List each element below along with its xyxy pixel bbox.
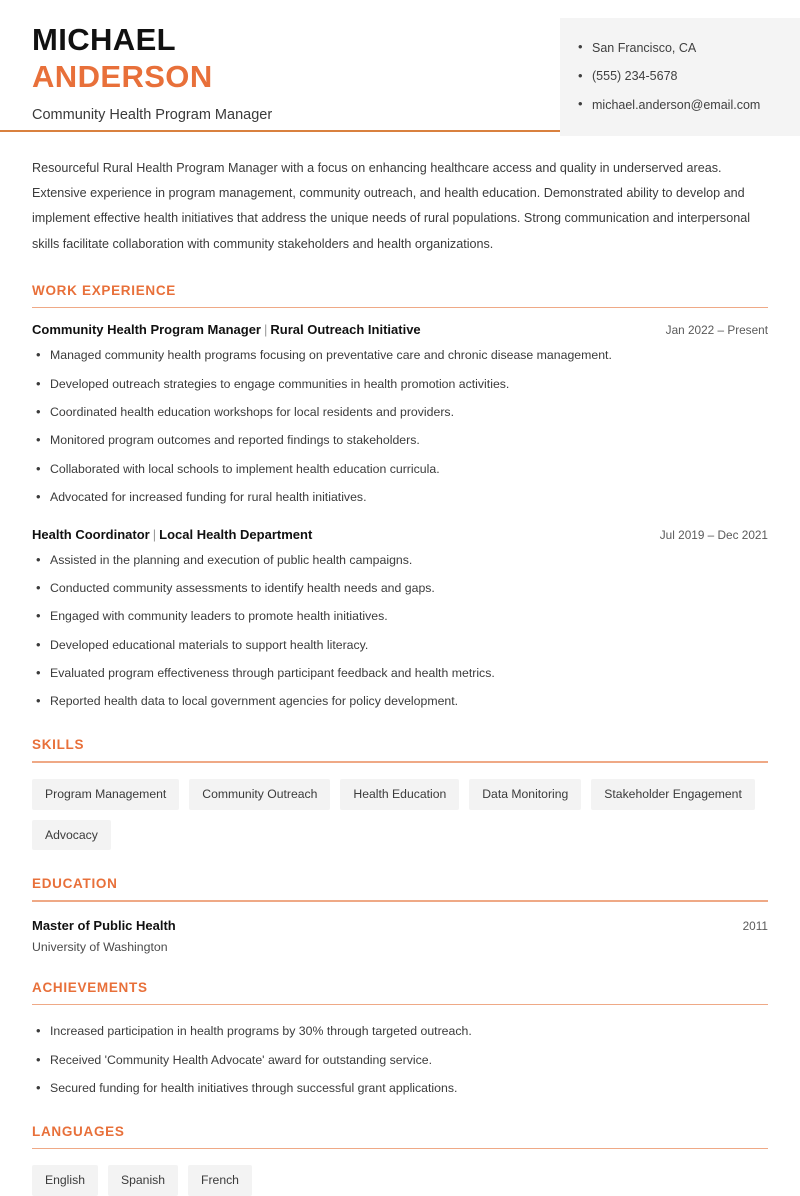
- first-name: MICHAEL: [32, 22, 177, 57]
- experience-entry: [32, 527, 768, 711]
- list-item: • Advocated for increased funding for rural health initiatives.: [32, 489, 768, 507]
- section-divider: [32, 307, 768, 309]
- section-divider: [32, 761, 768, 763]
- experience-date: Jan 2022 – Present: [665, 323, 768, 338]
- experience-title-line: [32, 322, 421, 337]
- experience-title-line: [32, 527, 312, 542]
- language-pill: English: [32, 1165, 98, 1196]
- skill-pill: Stakeholder Engagement: [591, 779, 755, 810]
- section-skills: [32, 737, 768, 850]
- education-degree: Master of Public Health: [32, 917, 176, 933]
- skills-pill-group: [32, 779, 768, 850]
- experience-bullets: [32, 552, 768, 711]
- list-item: • Secured funding for health initiatives through successful grant applications.: [32, 1080, 768, 1098]
- list-item: • Monitored program outcomes and reported findings to stakeholders.: [32, 432, 768, 450]
- contact-phone[interactable]: • (555) 234-5678: [578, 63, 786, 92]
- section-languages: [32, 1124, 768, 1196]
- section-title-achievements: ACHIEVEMENTS: [32, 979, 148, 995]
- section-title-education: EDUCATION: [32, 876, 118, 892]
- identity-block: [0, 0, 272, 123]
- list-item: • Collaborated with local schools to implement health education curricula.: [32, 461, 768, 479]
- last-name: ANDERSON: [32, 58, 213, 94]
- education-school: University of Washington: [32, 939, 168, 954]
- experience-entry: [32, 322, 768, 506]
- section-title-experience: WORK EXPERIENCE: [32, 282, 177, 298]
- title-separator: |: [264, 322, 268, 338]
- headline-job-title: Community Health Program Manager: [32, 107, 273, 124]
- skill-pill: Advocacy: [32, 820, 111, 851]
- contact-list: [578, 34, 786, 120]
- contact-box: [560, 18, 800, 136]
- language-pill: French: [188, 1165, 252, 1196]
- professional-summary: Resourceful Rural Health Program Manager with a focus on enhancing healthcare access and quality in underserved areas. Extensive experience in program management, community outreach, and health education. Demonstrated ability to develop and implement effective health initiatives that address the unique needs of rural populations. Strong communication and interpersonal skills facilitate collaboration with community stakeholders and health organizations.: [32, 161, 751, 251]
- list-item: • Developed educational materials to support health literacy.: [32, 637, 768, 655]
- skill-pill: Program Management: [32, 779, 179, 810]
- resume-body: [0, 156, 800, 1196]
- list-item: • Reported health data to local government agencies for policy development.: [32, 693, 768, 711]
- section-divider: [32, 1148, 768, 1150]
- section-achievements: [32, 980, 768, 1098]
- experience-role: Community Health Program Manager: [32, 322, 261, 338]
- resume-header: [0, 0, 800, 130]
- experience-entry-header: [32, 322, 768, 337]
- section-work-experience: [32, 283, 768, 712]
- list-item: • Assisted in the planning and execution of public health campaigns.: [32, 552, 768, 570]
- experience-entry-header: [32, 527, 768, 542]
- list-item: • Coordinated health education workshops for local residents and providers.: [32, 404, 768, 422]
- section-divider: [32, 1004, 768, 1006]
- achievements-bullets: [32, 1023, 768, 1097]
- section-title-skills: SKILLS: [32, 737, 85, 753]
- experience-role: Health Coordinator: [32, 526, 150, 542]
- education-entry: [32, 918, 768, 954]
- list-item: • Developed outreach strategies to engage communities in health promotion activities.: [32, 376, 768, 394]
- section-divider: [32, 900, 768, 902]
- education-entry-header: [32, 918, 768, 933]
- languages-pill-group: [32, 1165, 768, 1196]
- section-education: [32, 876, 768, 954]
- skill-pill: Health Education: [340, 779, 459, 810]
- section-title-languages: LANGUAGES: [32, 1123, 125, 1139]
- skill-pill: Data Monitoring: [469, 779, 581, 810]
- experience-bullets: [32, 347, 768, 506]
- list-item: • Evaluated program effectiveness through participant feedback and health metrics.: [32, 665, 768, 683]
- contact-location: • San Francisco, CA: [578, 34, 786, 63]
- experience-company: Local Health Department: [159, 526, 313, 542]
- experience-date: Jul 2019 – Dec 2021: [659, 527, 768, 542]
- contact-email[interactable]: • michael.anderson@email.com: [578, 91, 786, 120]
- list-item: • Increased participation in health programs by 30% through targeted outreach.: [32, 1023, 768, 1041]
- list-item: • Received 'Community Health Advocate' award for outstanding service.: [32, 1052, 768, 1070]
- education-year: 2011: [742, 918, 768, 933]
- skill-pill: Community Outreach: [189, 779, 330, 810]
- list-item: • Managed community health programs focusing on preventative care and chronic disease management.: [32, 347, 768, 365]
- title-separator: |: [152, 526, 157, 542]
- language-pill: Spanish: [108, 1165, 178, 1196]
- experience-company: Rural Outreach Initiative: [270, 322, 421, 338]
- list-item: • Engaged with community leaders to promote health initiatives.: [32, 608, 768, 626]
- list-item: • Conducted community assessments to identify health needs and gaps.: [32, 580, 768, 598]
- full-name: [32, 22, 272, 59]
